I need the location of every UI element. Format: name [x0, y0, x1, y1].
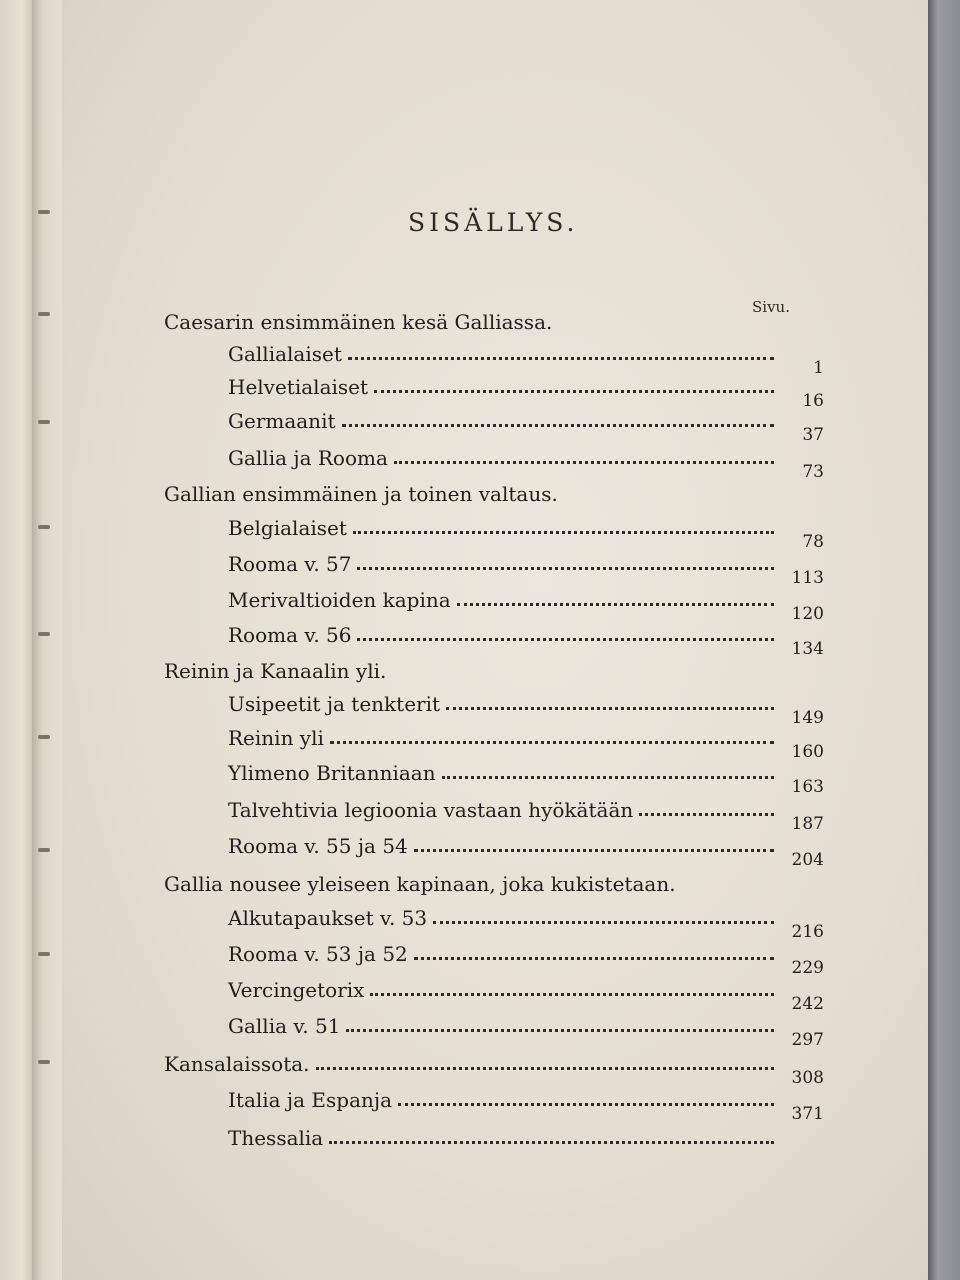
toc-entry — [228, 972, 824, 1014]
toc-entry-label: Reinin yli — [228, 726, 324, 750]
dot-leader — [457, 601, 774, 606]
toc-entry-label: Italia ja Espanja — [228, 1088, 393, 1112]
toc-entry-label: Gallia ja Rooma — [228, 446, 388, 470]
toc-section — [164, 866, 824, 896]
toc-entry-page: 371 — [791, 1104, 824, 1124]
binding-stitch — [38, 1060, 50, 1064]
binding-stitch — [38, 632, 50, 636]
toc-entry-page: 163 — [791, 777, 824, 797]
dot-leader — [348, 355, 774, 360]
binding-stitch — [38, 848, 50, 852]
toc-entry — [228, 720, 824, 762]
dot-leader — [442, 774, 774, 779]
dot-leader — [394, 459, 774, 464]
toc-entry-page: 297 — [791, 1030, 824, 1050]
toc-entry-label: Rooma v. 55 ja 54 — [228, 834, 408, 858]
dot-leader — [370, 991, 774, 996]
book-gutter — [32, 0, 62, 1280]
dot-leader — [330, 739, 774, 744]
binding-stitch — [38, 735, 50, 739]
toc-entry-label: Helvetialaiset — [228, 375, 369, 399]
toc-entry — [228, 582, 824, 624]
dot-leader — [342, 422, 775, 427]
toc-entry — [228, 1082, 824, 1124]
toc-entry-page: 16 — [802, 391, 824, 411]
dot-leader — [357, 565, 774, 570]
toc-section-title: Kansalaissota. — [164, 1052, 310, 1076]
toc-entry — [228, 755, 824, 797]
toc-entry — [228, 828, 824, 870]
toc-section — [164, 304, 824, 334]
dot-leader — [433, 919, 774, 924]
toc-entry-page: 1 — [813, 358, 824, 378]
page-title: SISÄLLYS. — [408, 208, 579, 237]
toc-entry-page: 134 — [791, 639, 824, 659]
dot-leader — [446, 705, 774, 710]
dot-leader — [374, 388, 774, 393]
toc-entry-page: 113 — [791, 568, 824, 588]
toc-entry — [228, 617, 824, 659]
dot-leader — [353, 529, 774, 534]
binding-stitch — [38, 210, 50, 214]
binding-stitch — [38, 420, 50, 424]
toc-entry-label: Gallia v. 51 — [228, 1014, 341, 1038]
toc-entry-label: Talvehtivia legioonia vastaan hyökätään — [228, 798, 634, 822]
toc-entry — [228, 1120, 824, 1150]
toc-entry-label: Alkutapaukset v. 53 — [228, 906, 428, 930]
dot-leader — [316, 1065, 774, 1070]
toc-entry-page: 160 — [791, 742, 824, 762]
toc-entry — [228, 336, 824, 378]
toc-entry-label: Thessalia — [228, 1126, 324, 1150]
toc-entry — [228, 792, 824, 834]
toc-section-title: Gallia nousee yleiseen kapinaan, joka kukistetaan. — [164, 872, 676, 896]
toc-entry-page: 120 — [791, 604, 824, 624]
toc-entry-page: 73 — [802, 462, 824, 482]
toc-entry-label: Gallialaiset — [228, 342, 342, 366]
book-cover-board — [928, 0, 960, 1280]
binding-stitch — [38, 525, 50, 529]
toc-entry-label: Ylimeno Britanniaan — [228, 761, 436, 785]
toc-entry-page: 187 — [791, 814, 824, 834]
toc-entry-page: 37 — [802, 425, 824, 445]
toc-entry-label: Rooma v. 57 — [228, 552, 352, 576]
toc-section-title: Caesarin ensimmäinen kesä Galliassa. — [164, 310, 553, 334]
toc-entry-label: Merivaltioiden kapina — [228, 588, 451, 612]
toc-entry-page: 229 — [791, 958, 824, 978]
toc-section — [164, 653, 824, 683]
toc-entry-label: Rooma v. 53 ja 52 — [228, 942, 408, 966]
dot-leader — [346, 1027, 774, 1032]
toc-entry-page: 242 — [791, 994, 824, 1014]
dot-leader — [639, 811, 774, 816]
toc-entry-page: 216 — [791, 922, 824, 942]
toc-section-title: Gallian ensimmäinen ja toinen valtaus. — [164, 482, 558, 506]
toc-section-title: Reinin ja Kanaalin yli. — [164, 659, 387, 683]
toc-entry — [228, 936, 824, 978]
toc-entry-page: 204 — [791, 850, 824, 870]
toc-entry — [228, 369, 824, 411]
toc-entry-page: 308 — [791, 1068, 824, 1088]
toc-entry — [228, 546, 824, 588]
toc-entry — [228, 440, 824, 482]
binding-stitch — [38, 312, 50, 316]
toc-entry-label: Rooma v. 56 — [228, 623, 352, 647]
page-column-header: Sivu. — [752, 298, 790, 316]
toc-entry — [228, 686, 824, 728]
toc-entry — [228, 900, 824, 942]
dot-leader — [329, 1139, 774, 1144]
toc-entry — [228, 1008, 824, 1050]
toc-section — [164, 1046, 824, 1088]
toc-entry-label: Vercingetorix — [228, 978, 365, 1002]
toc-entry-page: 78 — [802, 532, 824, 552]
binding-stitch — [38, 952, 50, 956]
dot-leader — [414, 847, 774, 852]
toc-entry — [228, 510, 824, 552]
toc-entry-page: 149 — [791, 708, 824, 728]
dot-leader — [414, 955, 774, 960]
adjacent-page-edge — [0, 0, 32, 1280]
dot-leader — [357, 636, 774, 641]
toc-entry-label: Usipeetit ja tenkterit — [228, 692, 441, 716]
dot-leader — [398, 1101, 774, 1106]
toc-entry — [228, 403, 824, 445]
toc-entry-label: Belgialaiset — [228, 516, 347, 540]
toc-section — [164, 476, 824, 506]
toc-entry-label: Germaanit — [228, 409, 336, 433]
